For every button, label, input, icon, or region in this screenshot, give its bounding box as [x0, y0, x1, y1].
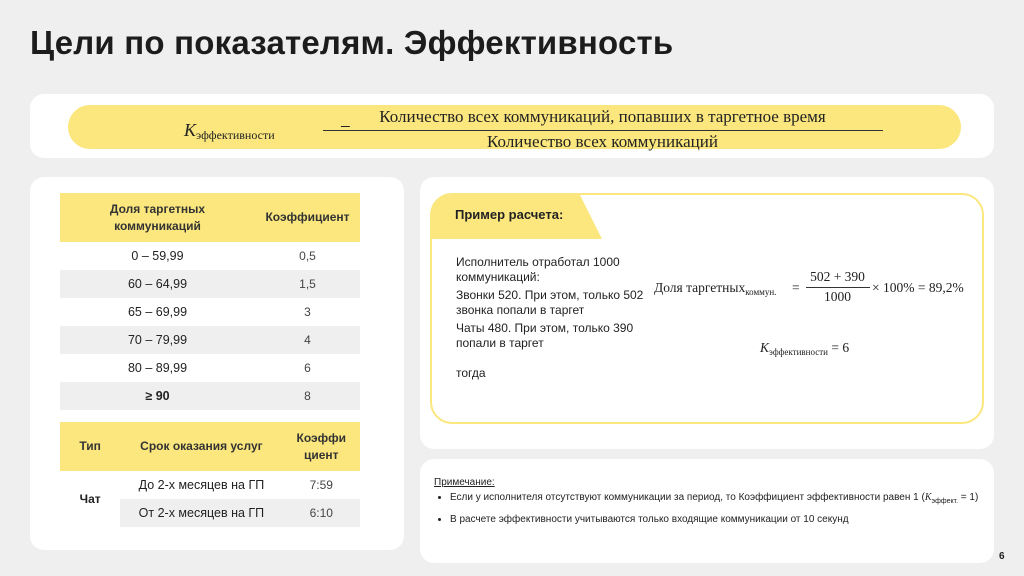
example-share-formula [654, 267, 974, 307]
chat-table [60, 422, 360, 527]
note-heading: Примечание: [434, 477, 495, 488]
column-header-term: Срок оказания услуг [120, 422, 282, 471]
formula-card [30, 94, 994, 158]
range-cell: 60 – 64,99 [60, 270, 255, 298]
column-header-type: Тип [60, 422, 120, 471]
table-row [60, 298, 360, 326]
column-header-share: Доля таргетных коммуникаций [60, 193, 255, 242]
range-cell: 0 – 59,99 [131, 249, 184, 263]
table-header-row [60, 193, 360, 242]
table-row [60, 382, 360, 410]
range-cell: 80 – 89,99 [127, 361, 188, 375]
range-cell: ≥ 90 [60, 382, 255, 410]
coef-cell: 1,5 [255, 270, 360, 298]
formula-k: $K_{эффективности}$ [184, 120, 275, 142]
coef-cell: 7:59 [309, 478, 333, 492]
term-cell: От 2-х месяцев на ГП [120, 499, 282, 527]
share-equals: = [792, 280, 800, 295]
range-cell: 70 – 79,99 [60, 326, 255, 354]
formula-denominator: Количество всех коммуникаций [487, 132, 718, 151]
share-label: Доля таргетных$_{коммун.}$ [654, 280, 777, 297]
example-title: Пример расчета: [455, 207, 564, 222]
note-item: • Если у исполнителя отсутствуют коммуникации за период, то Коэффициент эффективности равен 1 $(K_{эффект.} = 1)$ [450, 491, 979, 509]
range-cell: 65 – 69,99 [127, 305, 188, 319]
example-line: Исполнитель отработал 1000 коммуникаций: [456, 255, 620, 284]
coef-cell: 8 [255, 382, 360, 410]
formula-pill [68, 105, 961, 149]
type-cell: Чат [60, 471, 120, 527]
formula-numerator: Количество всех коммуникаций, попавших в таргетное время [379, 107, 826, 126]
table-row [60, 326, 360, 354]
note-card [420, 459, 994, 563]
table-row [60, 242, 360, 270]
example-description [456, 255, 656, 384]
note-list [434, 491, 979, 527]
coefficient-table [60, 193, 360, 410]
table-header-row [60, 422, 360, 471]
table-row [60, 354, 360, 382]
page-title: Цели по показателям. Эффективность [30, 24, 674, 61]
fraction-bar [323, 130, 883, 131]
coef-cell: 3 [304, 305, 311, 319]
table-row [60, 471, 360, 499]
example-line: Звонки 520. При этом, только 502 звонка попали в таргет [456, 288, 644, 317]
example-card [420, 177, 994, 449]
example-line: Чаты 480. При этом, только 390 попали в таргет [456, 321, 634, 350]
share-result: × 100% = 89,2% [872, 280, 964, 295]
note-item: • В расчете эффективности учитываются только входящие коммуникации от 10 секунд [450, 513, 979, 527]
coef-cell: 6:10 [283, 499, 361, 527]
column-header-coefficient: Коэффициент [255, 193, 360, 242]
coef-cell: 4 [255, 326, 360, 354]
example-line: тогда [456, 366, 486, 380]
page-number: 6 [999, 551, 1005, 562]
efficiency-formula [68, 105, 961, 149]
coef-cell: 0,5 [299, 249, 316, 263]
coef-cell: 6 [304, 361, 311, 375]
tables-card [30, 177, 404, 550]
table-row [60, 270, 360, 298]
share-numerator: 502 + 390 [810, 269, 865, 284]
column-header-coefficient: Коэффи циент [283, 422, 361, 471]
share-denominator: 1000 [824, 289, 851, 304]
fraction-bar [806, 287, 870, 288]
note [434, 476, 979, 531]
term-cell: До 2-х месяцев на ГП [138, 478, 265, 492]
example-k-result: $K_{эффективности} = 6$ [760, 340, 850, 357]
